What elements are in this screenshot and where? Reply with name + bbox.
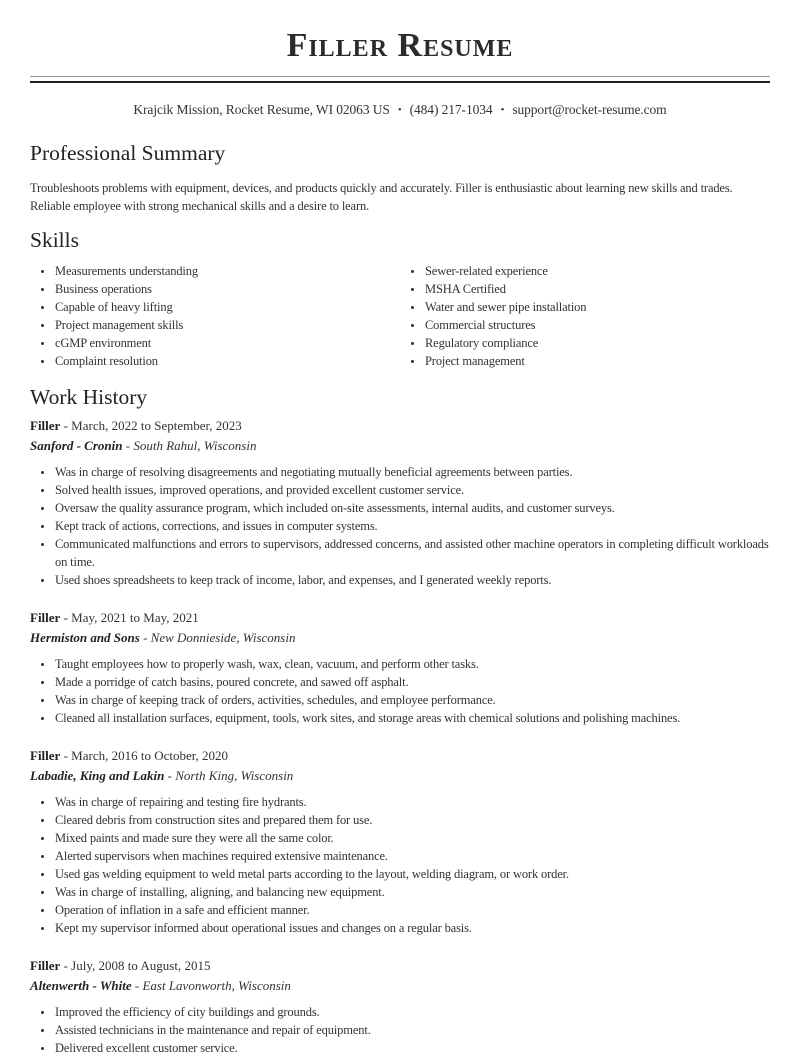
- job-dates: March, 2022 to September, 2023: [71, 418, 242, 434]
- job-title-line: [30, 747, 770, 765]
- contact-separator: •: [397, 104, 402, 117]
- job-company: Sanford - Cronin: [30, 438, 123, 454]
- contact-email: support@rocket-resume.com: [512, 102, 667, 118]
- contact-line: [30, 102, 770, 118]
- skills-heading: Skills: [30, 227, 79, 252]
- skill-item: • Business operations: [54, 280, 400, 298]
- job-duty: • Cleaned all installation surfaces, equipment, tools, work sites, and storage areas with chemical solutions and polishing machines.: [54, 709, 770, 727]
- job-company: Labadie, King and Lakin: [30, 768, 165, 784]
- skills-list-left: [30, 262, 400, 370]
- skill-item: • Sewer-related experience: [424, 262, 770, 280]
- skill-item: • Project management: [424, 352, 770, 370]
- job-duty: • Assisted technicians in the maintenance and repair of equipment.: [54, 1021, 770, 1039]
- skill-item: • Regulatory compliance: [424, 334, 770, 352]
- work-history-heading: Work History: [30, 384, 148, 409]
- job-duty: • Was in charge of resolving disagreements and negotiating mutually beneficial agreements between parties.: [54, 463, 770, 481]
- skill-item: • Project management skills: [54, 316, 400, 334]
- job-entry: [30, 609, 770, 727]
- job-separator: -: [63, 418, 68, 434]
- job-duty: • Was in charge of repairing and testing fire hydrants.: [54, 793, 770, 811]
- job-separator: -: [167, 768, 172, 784]
- job-location: New Donnieside, Wisconsin: [150, 630, 296, 646]
- contact-separator: •: [500, 104, 505, 117]
- job-duty: • Operation of inflation in a safe and efficient manner.: [54, 901, 770, 919]
- job-duty: • Communicated malfunctions and errors to supervisors, addressed concerns, and assisted other machine operators in completing difficult workloads on time.: [54, 535, 770, 571]
- job-duty: • Oversaw the quality assurance program, which included on-site assessments, internal audits, and customer surveys.: [54, 499, 770, 517]
- skills-column-right: [400, 262, 770, 370]
- skill-item: • Water and sewer pipe installation: [424, 298, 770, 316]
- job-duty: • Was in charge of installing, aligning, and balancing new equipment.: [54, 883, 770, 901]
- skill-item: • Complaint resolution: [54, 352, 400, 370]
- contact-phone: (484) 217-1034: [409, 102, 493, 118]
- job-company: Altenwerth - White: [30, 978, 132, 994]
- job-duties-list: [30, 655, 770, 727]
- job-duty: • Taught employees how to properly wash, wax, clean, vacuum, and perform other tasks.: [54, 655, 770, 673]
- job-company-line: [30, 437, 770, 455]
- summary-text: Troubleshoots problems with equipment, devices, and products quickly and accurately. Filler is enthusiastic about learning new skills and trades. Reliable employee with strong mechanical skills and a desire to learn.: [30, 180, 733, 213]
- skill-item: • cGMP environment: [54, 334, 400, 352]
- job-duty: • Used gas welding equipment to weld metal parts according to the layout, welding diagram, or work order.: [54, 865, 770, 883]
- job-separator: -: [63, 748, 68, 764]
- job-title: Filler: [30, 610, 61, 626]
- job-duties-list: [30, 793, 770, 937]
- job-duty: • Solved health issues, improved operations, and provided excellent customer service.: [54, 481, 770, 499]
- job-duties-list: [30, 463, 770, 589]
- resume-title: Filler Resume: [286, 27, 514, 64]
- work-history-jobs: [30, 417, 770, 1057]
- job-location: East Lavonworth, Wisconsin: [142, 978, 291, 994]
- job-duty: • Kept track of actions, corrections, and issues in computer systems.: [54, 517, 770, 535]
- job-title: Filler: [30, 418, 61, 434]
- job-location: South Rahul, Wisconsin: [133, 438, 257, 454]
- job-duty: • Cleared debris from construction sites and prepared them for use.: [54, 811, 770, 829]
- job-dates: May, 2021 to May, 2021: [71, 610, 199, 626]
- skill-item: • Capable of heavy lifting: [54, 298, 400, 316]
- header-divider: [30, 76, 770, 83]
- job-dates: March, 2016 to October, 2020: [71, 748, 229, 764]
- job-duty: • Delivered excellent customer service.: [54, 1039, 770, 1057]
- job-entry: [30, 957, 770, 1057]
- job-company-line: [30, 977, 770, 995]
- job-company: Hermiston and Sons: [30, 630, 140, 646]
- job-separator: -: [143, 630, 148, 646]
- job-dates: July, 2008 to August, 2015: [71, 958, 211, 974]
- job-separator: -: [63, 958, 68, 974]
- job-separator: -: [63, 610, 68, 626]
- skill-item: • Commercial structures: [424, 316, 770, 334]
- job-duty: • Improved the efficiency of city buildings and grounds.: [54, 1003, 770, 1021]
- job-duties-list: [30, 1003, 770, 1057]
- job-company-line: [30, 767, 770, 785]
- contact-address: Krajcik Mission, Rocket Resume, WI 02063 US: [133, 102, 390, 118]
- job-company-line: [30, 629, 770, 647]
- job-duty: • Was in charge of keeping track of orders, activities, schedules, and employee performance.: [54, 691, 770, 709]
- job-duty: • Made a porridge of catch basins, poured concrete, and sawed off asphalt.: [54, 673, 770, 691]
- job-separator: -: [125, 438, 131, 454]
- skills-column-left: [30, 262, 400, 370]
- summary-heading: Professional Summary: [30, 141, 226, 166]
- job-title-line: [30, 609, 770, 627]
- job-duty: • Used shoes spreadsheets to keep track of income, labor, and expenses, and I generated weekly reports.: [54, 571, 770, 589]
- skills-list-right: [400, 262, 770, 370]
- job-duty: • Alerted supervisors when machines required extensive maintenance.: [54, 847, 770, 865]
- job-title: Filler: [30, 748, 61, 764]
- resume-page: [0, 26, 800, 1061]
- job-entry: [30, 417, 770, 589]
- skills-columns: [30, 262, 770, 370]
- job-title-line: [30, 957, 770, 975]
- job-title-line: [30, 417, 770, 435]
- job-duty: • Mixed paints and made sure they were all the same color.: [54, 829, 770, 847]
- job-separator: -: [134, 978, 140, 994]
- job-location: North King, Wisconsin: [175, 768, 294, 784]
- job-title: Filler: [30, 958, 61, 974]
- job-entry: [30, 747, 770, 937]
- skill-item: • Measurements understanding: [54, 262, 400, 280]
- skill-item: • MSHA Certified: [424, 280, 770, 298]
- job-duty: • Kept my supervisor informed about operational issues and changes on a regular basis.: [54, 919, 770, 937]
